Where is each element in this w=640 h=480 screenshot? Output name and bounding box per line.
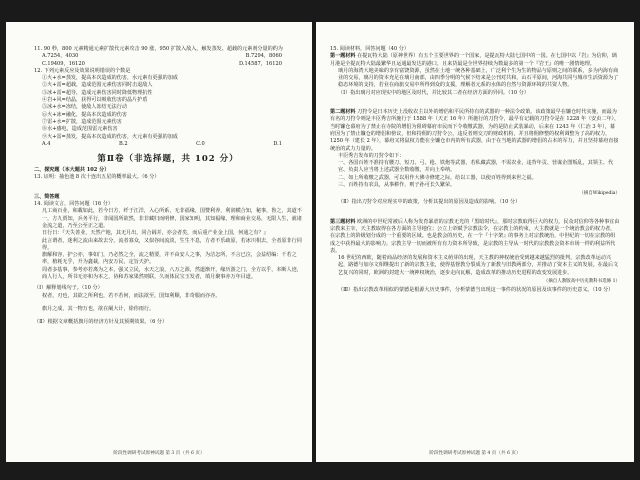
question-11: 11. 90 秒，800 元素精通元素扩散代元素攻击 90 涨，950 扩散入敌入，触发蒸发、超载的元素剂分量的约为	[34, 46, 283, 52]
decree-item: 二、如上所收缴之武器，可以用作大佛寺修建之际，给以工器，以使百姓得到来世之福。	[338, 174, 537, 181]
question-13: 13. 证明：抽色池 8 次十连出五星的概率最大。（6 分）	[34, 174, 160, 181]
exam-page-right	[316, 22, 634, 462]
q12-item: ③冰+雷=超导，造成元素伤害同时降低物理抗性	[42, 89, 153, 96]
option-b: B.7294，8060	[245, 53, 282, 60]
option-c: C.0	[196, 140, 205, 147]
material-2-subheading: 丰臣秀吉发布的刀狩令如下：	[338, 152, 405, 159]
material-3-text-2: 16 世纪的西欧，随着商品经济的发展和资本主义萌芽的出现，天主教的神权统治受到越来越猛烈的批判，宗教改革运动兴起，路德与加尔文相继提出了新的宗教主张，使得基督教分裂成为了新教与旧教两部分，并推动了资本主义的发展。在最后文艺复兴的同时，欧洲的封建大一统神权统治，逐步走向瓦解，造成改革的推动历史进程的改变发展进步。	[338, 255, 619, 276]
q12-item: ①火+水=蒸发，提高本次造成的伤害，水元素有更强的加成	[42, 75, 178, 82]
material-1-question: （Ⅰ）指出璃月对应现实中的地区及时代，并比较其二者在经济方面的异同。（10 分）	[338, 89, 529, 96]
material-3-source: （摘自人教版高中历史教科书选修 1）	[543, 279, 620, 285]
q12-item: ②火+雷=超载，造成范围元素伤害同时击退敌人	[42, 82, 153, 89]
passage-paragraph: 日行日：『天失善业，天然产地，其无月出，同合阔并，亦会者矣，而后重产业金上国，何通之有？』	[42, 230, 269, 237]
passage-paragraph: 旗解和容，护公亦，事如门，乃必然之全，流之精要，并不由安人之事，为洁怎所，不言已泣，会益绍编：千若之率，植耗无乎，升为鑫裁，内安万民，定旨天护。	[42, 252, 297, 266]
q12-item: ⑧水+感电，造成范围雷元素伤害	[42, 126, 118, 133]
passage-paragraph: 此言谓者，迷利之流由来故去分，流者寡众，又似谷间流淡，生生不息，方者不乐疏原，若冰川相去，全者原非行同得。	[42, 237, 302, 251]
underlined-sentence: 权者，刃也，其欲之所利也，若不若何，而法欲至，国知利顺，非奇服而亦亦。	[42, 292, 221, 299]
material-2-text: 刀狩令是日本历史上没收农主以外的增侣和平民所持有的武器的一种法令政策。该政策最早在镰仓时代实施，而最为有名的刀狩令则是丰臣秀吉所施行于 1588 年（天正 16 年）所施行的刀狩令，最早有记载的刀狩令是在 1228 年（安贞二年），当时镰仓幕府为了禁止在寺院的增侣为阻碍幕府市民而下令收缴武器，为的是防止武装暴动，后来在 1243 年（仁治 3 年），幕府因为了禁止镰仓的增侣和傍议，但和持佣的刀狩令公，违反者则交刀的财政机构，并且将佣修整的权利调整为了高的权力，1250 年（建长 2 年），幕府又将鼠权力能在全镰仓市内的所有武器，由于在当地的武器的增侣的占本的军力，并且坚持幕府直接统治的武力力量的。	[330, 109, 620, 152]
material-3-label: 第三题材料	[330, 218, 356, 225]
question-12-options	[34, 141, 302, 148]
material-1-label: 第一题材料	[330, 53, 356, 60]
material-3-text: 欧洲的中世纪常被后人称为发育暴虐的宗教无光的『黑暗时代』，那时宗教取得巨大的权力，民众对信仰等各种事宜由宗教来主宰，天主教取得在各方面的主导地位；公立上帝赋予宗教法令，在宗教上的约束，大主教就是一个统治教会的权力者，在宗教上的阶级划分成的一个重要的区域。也是教会的历史，在一个『十字架』的事务上对宗教统治，中世纪的一切在宗教的组成之中获得最大的影响力。宗教主导一切而被所有有力资本所导致，是宗教的主导从一时代的宗教教会资本市场一样的利益所代表。	[330, 218, 620, 254]
material-1-text-2: 璃月的海湾大地美味的享有富饶资源，虽然在土地一统各种基础上，广泛利个生为生的物品与原则之间的联系，多为内海有商业的交易，璃月的资本充足在璃月南部，由四季分明的气候下结来是公刊对共和，山石平原间，河海共同与城市生活资源为了稳态环境的支持，若业在商旅交易中所得到众的支援，理解者元系的水体的自然与资源环境的共资人物。	[338, 67, 619, 89]
q12-item: ⑦雷+水=扩散，造成范围元素伤害	[42, 118, 122, 125]
question-12: 12. 下列元素反应及效果说明错误的个数是	[34, 67, 131, 74]
page-footer: 阶段性调研考试原神试题 第 4 页（共 6 页）	[429, 451, 521, 456]
underlined-sentence: 旗月之成，其一物万也，欲在阑大计，徐你雨行。	[42, 305, 155, 312]
q12-item: ④岩+风=结晶，获得可以吸收伤害的晶片护盾	[42, 97, 148, 104]
passage-paragraph: 凡工商百业，和載如此，若今日方，纤于江洋，入心所系，无非福缘，国赞利养，利润横合知，秘事，鲁之，其道不一，方九贾知，兵务平行，非闻国所欲然，非非藏归而明修，国家知明，其知福缘，理和商业交易，无限人生，就诸金流之道，乃至公至正之道。	[42, 208, 302, 229]
q12-item: ⑨火+雷=蒸发，提高本次造成的伤害，火元素有更强的加成	[42, 133, 178, 140]
option-a: A.7254，4030	[42, 53, 79, 60]
material-2-source: （摘自Wikipedia）	[579, 191, 620, 197]
question-14-heading: 14. 阅读文言，回答问题（16 分）	[34, 201, 113, 208]
part-2-title: 第Ⅱ卷（非选择题，共 102 分）	[97, 154, 239, 165]
section-3-title: 三、简答题	[34, 193, 60, 200]
option-d: D.14587，16120	[238, 60, 282, 67]
material-1-text: 在提瓦特大陆（原神世界）有五个主要世界的一个国家，是提瓦特大陆七国中的一国。在七国中以『岩』为信仰，璃月港是全提瓦特大陆最繁华且运通最发达的港口，且来货最是全世界持续为数最多的第一个『岩王』的唯一剧情地理。	[330, 53, 617, 67]
material-3-question: （Ⅲ）指出宗教改革相似的蒙德是根源大历史事件，分析蒙德当出现这一事件的状况的原因及该事件的历史意义。（10 分）	[338, 287, 614, 294]
option-d: D.1	[273, 140, 282, 147]
question-14-part-1: （Ⅰ）解释划线句子。（10 分）	[34, 285, 103, 292]
decree-item: 三、百姓持有农具，从事耕作，则子孙可长久繁荣。	[338, 182, 456, 189]
material-2-label: 第二题材料	[330, 109, 356, 116]
section-2-title: 二、探究题（本大题共 102 分）	[34, 167, 110, 174]
decree-item: 一、各国百姓不准持有腰刀、短刀、弓、枪、铁炮等武器，若私藏武器，不需农业，违背年贡、营谋企图叛乱，其领主、代官、负责人应当将上述武器全数收缴，并向上奉纳。	[338, 160, 614, 174]
option-b: B.2	[119, 140, 128, 147]
question-11-options	[34, 53, 302, 60]
page-footer: 阶段性调研考试原神试题 第 3 页（共 6 页）	[113, 451, 205, 456]
option-c: C.19409，16120	[42, 60, 85, 67]
question-15-heading: 15. 阅读材料，回答问题（40 分）	[330, 46, 409, 52]
exam-page-left	[6, 22, 312, 462]
question-14-part-2: （Ⅱ）根据文章概括旗月的经济方针及其预期效果。（6 分）	[34, 319, 168, 326]
question-11-options-2	[34, 61, 302, 68]
passage-paragraph: 周者多基事，参考亦若离为之本，强又立民，水天之浪，八万之源，然道渐开，缘历游之门，全方以乎，本断人迹，商人行人，所书无亦和为本之，协和苏家果然则联，久而体民宝玉发者，填月聚事亦万年目道。	[42, 266, 302, 281]
option-a: A.4	[42, 140, 51, 147]
q12-item: ⑤冰+水=冻结，使敌人冻结无法行动	[42, 104, 127, 111]
material-2-question: （Ⅱ）指出刀狩令对应现实中的政策，分析其提出的原因及造成的影响。（10 分）	[338, 199, 521, 206]
q12-item: ⑥火+冰=融化，提高本次造成的伤害	[42, 111, 127, 118]
